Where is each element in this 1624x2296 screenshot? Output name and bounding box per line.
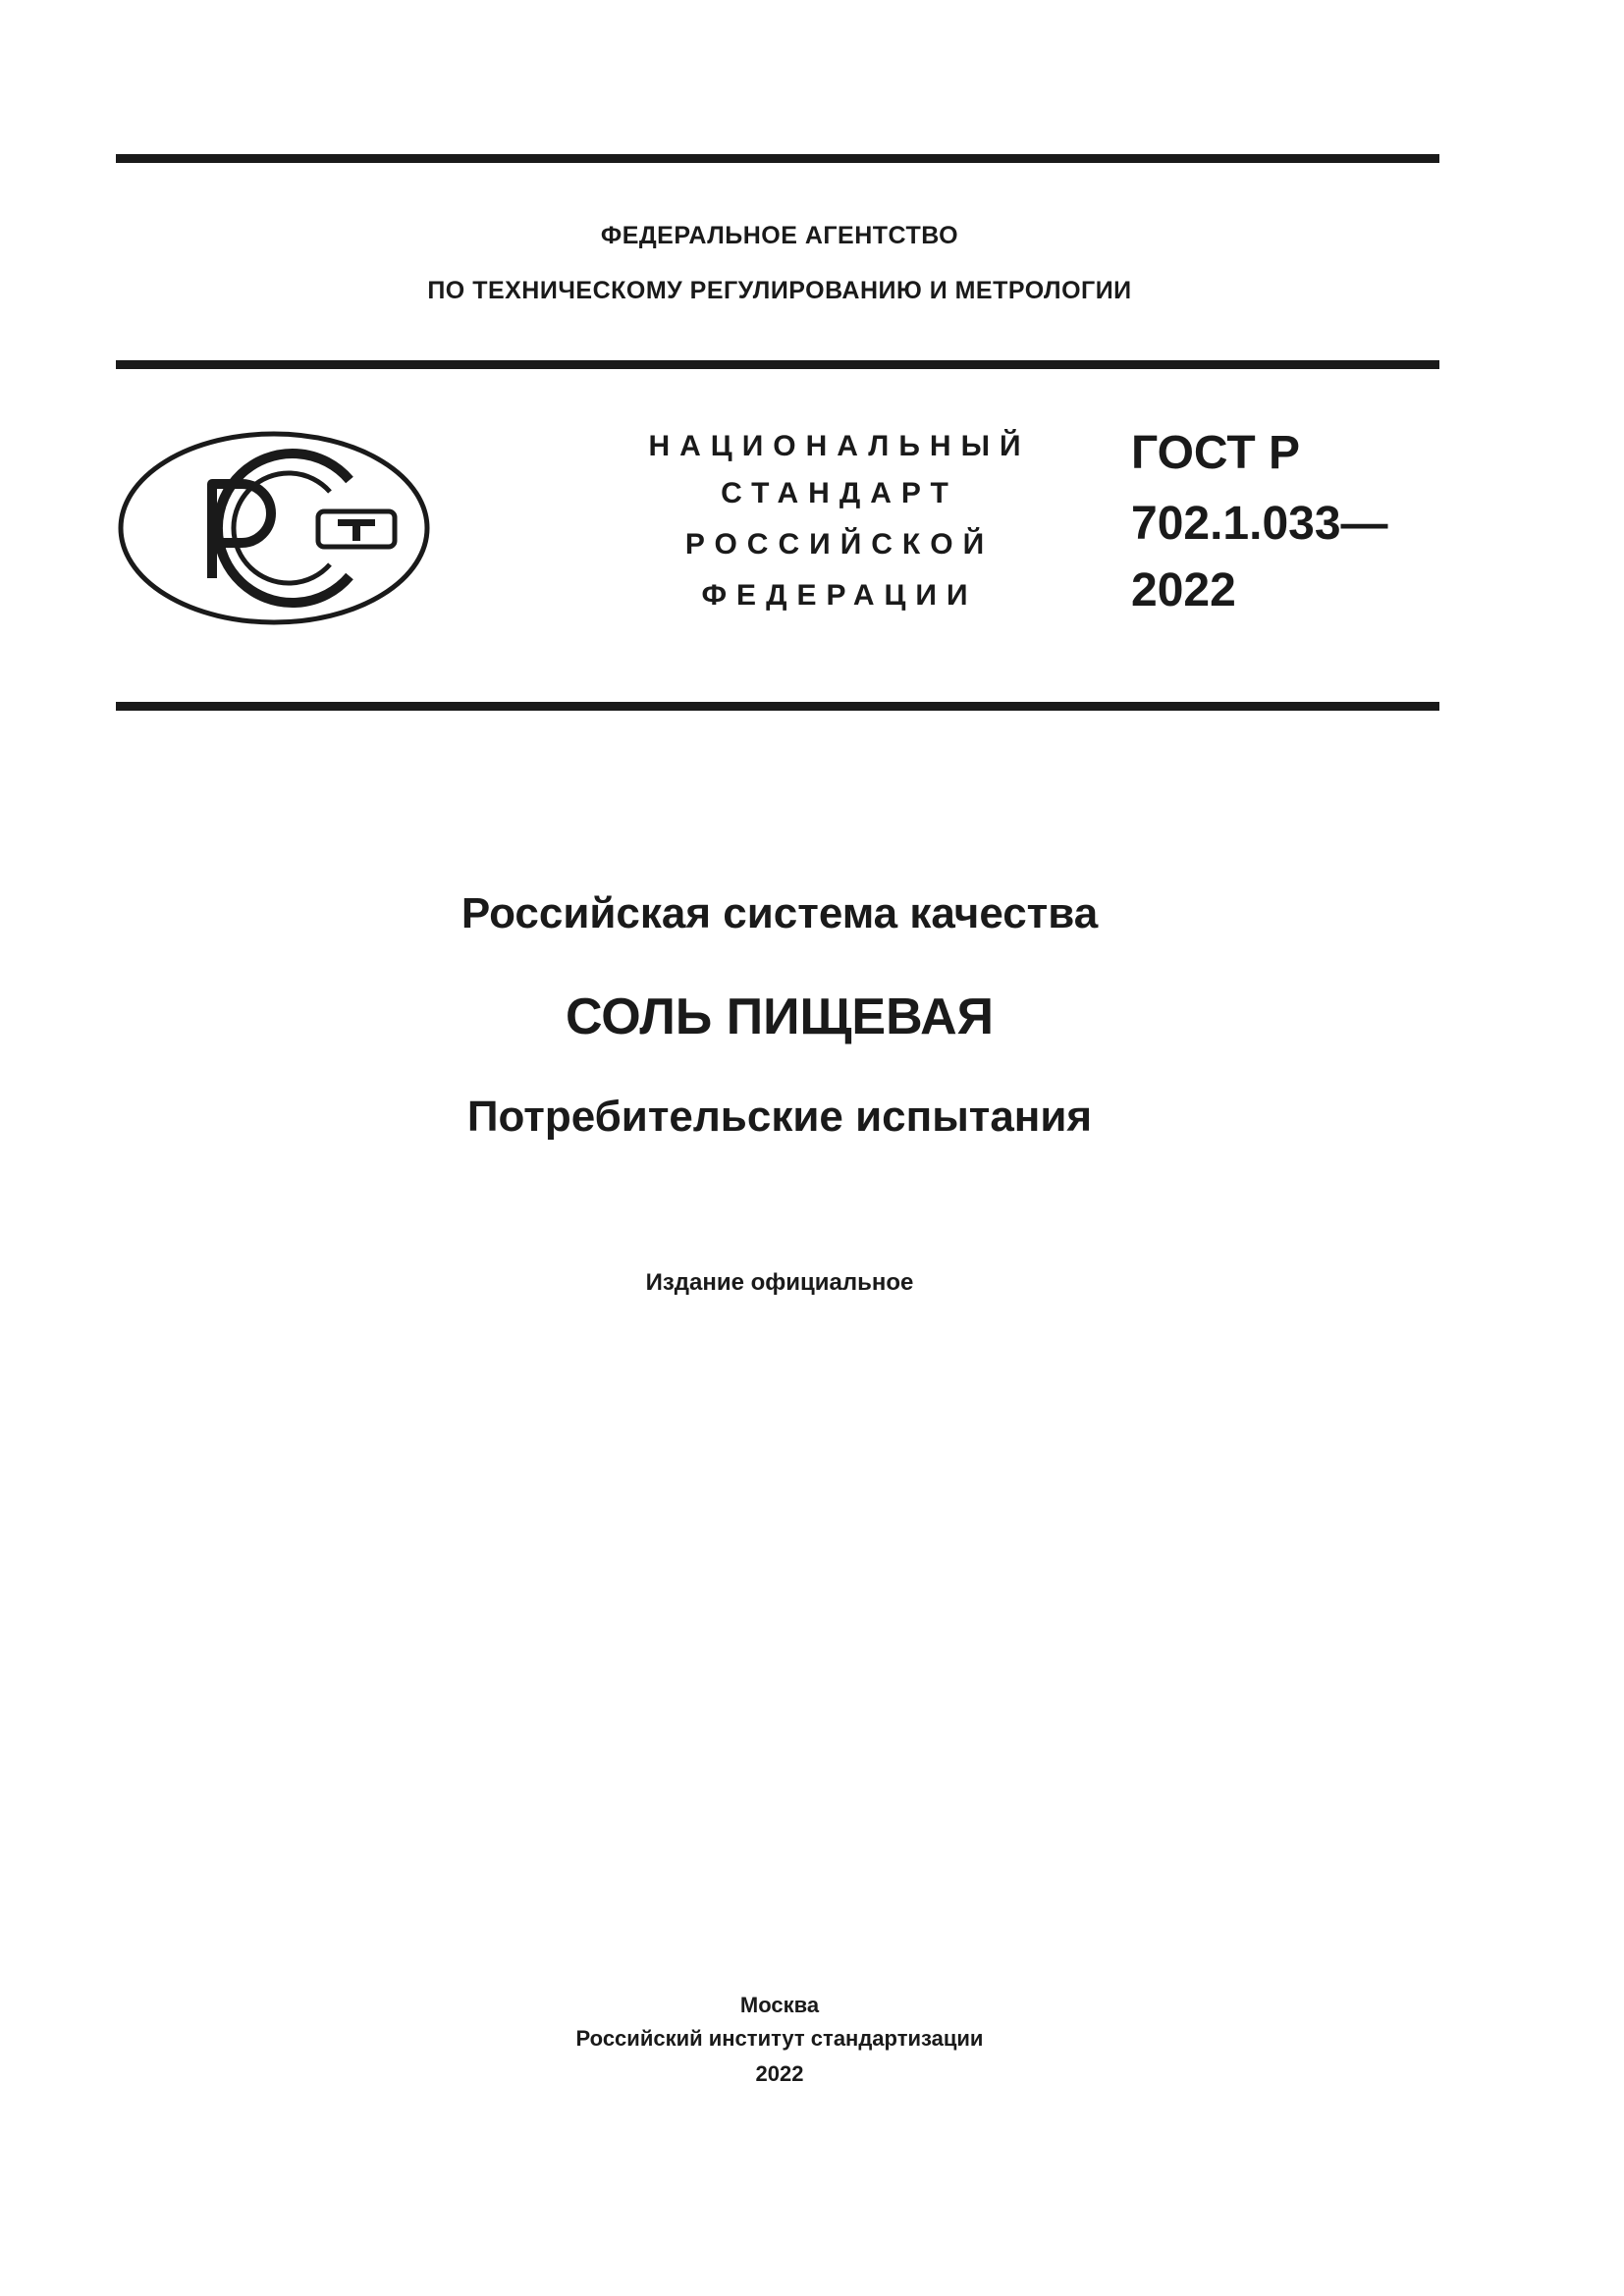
standard-type-line-4: ФЕДЕРАЦИИ — [701, 579, 978, 612]
imprint-year: 2022 — [755, 2061, 804, 2086]
gost-designation-line-2: 702.1.033— — [1131, 498, 1388, 550]
imprint-city: Москва — [739, 1993, 820, 2017]
gost-designation-line-1: ГОСТ Р — [1131, 427, 1301, 479]
document-title: СОЛЬ ПИЩЕВАЯ — [565, 988, 995, 1045]
standard-type-line-1: НАЦИОНАЛЬНЫЙ — [648, 430, 1031, 462]
standard-type-line-3: РОССИЙСКОЙ — [684, 528, 995, 561]
middle-rule — [116, 360, 1439, 369]
standard-type-line-2: СТАНДАРТ — [721, 477, 958, 509]
top-rule — [116, 154, 1439, 163]
edition-label: Издание официальное — [645, 1269, 914, 1296]
bottom-rule — [116, 702, 1439, 711]
agency-name-line-1: ФЕДЕРАЛЬНОЕ АГЕНТСТВО — [600, 222, 959, 249]
agency-name-line-2: ПО ТЕХНИЧЕСКОМУ РЕГУЛИРОВАНИЮ И МЕТРОЛОГИИ — [427, 277, 1132, 304]
document-subtitle: Потребительские испытания — [466, 1093, 1093, 1141]
imprint-publisher: Российский институт стандартизации — [575, 2026, 984, 2051]
rst-certification-mark-logo — [116, 429, 432, 627]
system-title: Российская система качества — [460, 889, 1099, 937]
gost-designation-line-3: 2022 — [1131, 564, 1236, 616]
